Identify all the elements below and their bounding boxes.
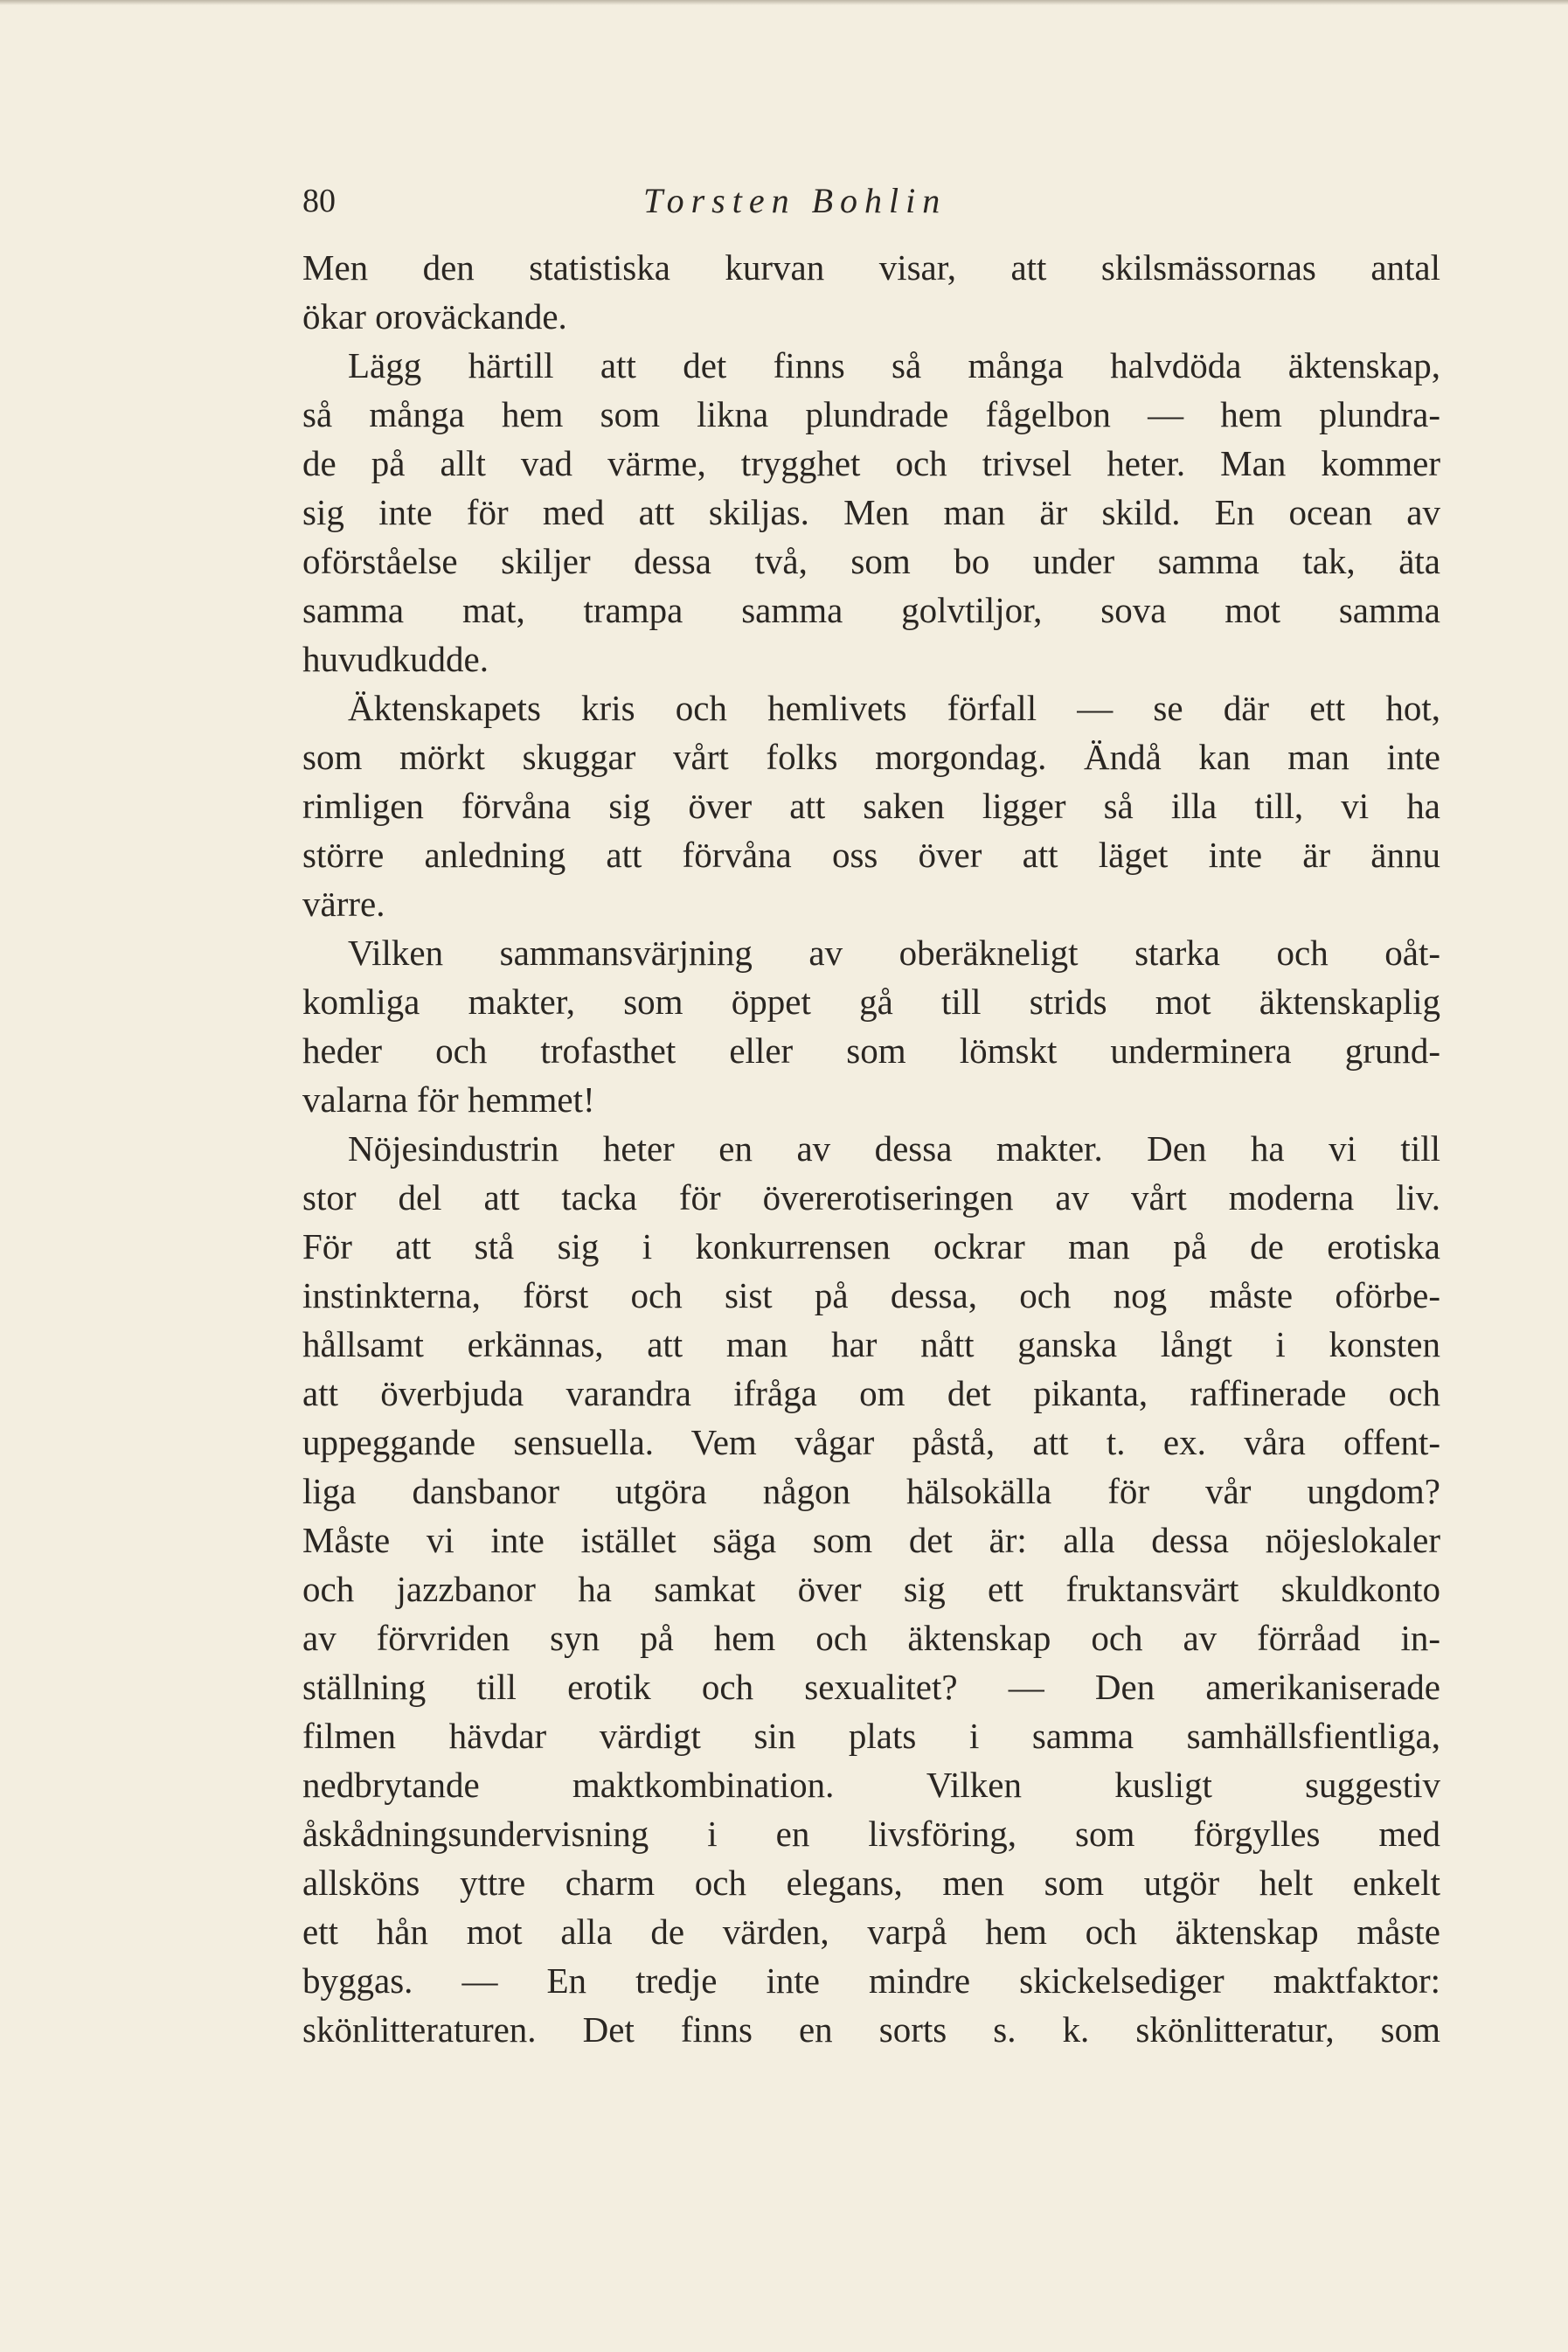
text-line: så många hem som likna plundrade fågelbon — hem plundra- <box>302 394 1440 434</box>
page-top-edge <box>0 0 1568 5</box>
text-line: ställning till erotik och sexualitet? — Den amerikaniserade <box>302 1667 1440 1707</box>
text-line: valarna för hemmet! <box>302 1079 595 1120</box>
text-line: stor del att tacka för övererotiseringen av vårt moderna liv. <box>302 1177 1440 1218</box>
text-line: ett hån mot alla de värden, varpå hem och äktenskap måste <box>302 1911 1440 1952</box>
text-line: liga dansbanor utgöra någon hälsokälla för vår ungdom? <box>302 1471 1440 1511</box>
text-line: skönlitteraturen. Det finns en sorts s. k. skönlitteratur, som <box>302 2009 1440 2050</box>
running-head-author: Torsten Bohlin <box>643 181 947 220</box>
text-line: större anledning att förvåna oss över att läget inte är ännu <box>302 835 1440 875</box>
text-line: huvudkudde. <box>302 639 489 679</box>
text-line: att överbjuda varandra ifråga om det pikanta, raffinerade och <box>302 1373 1440 1413</box>
text-line: Lägg härtill att det finns så många halvdöda äktenskap, <box>348 345 1440 385</box>
text-line: För att stå sig i konkurrensen ockrar man på de erotiska <box>302 1226 1440 1266</box>
text-line: sig inte för med att skiljas. Men man är skild. En ocean av <box>302 492 1440 532</box>
text-line: Äktenskapets kris och hemlivets förfall — se där ett hot, <box>348 688 1440 728</box>
text-line: filmen hävdar värdigt sin plats i samma samhällsfientliga, <box>302 1716 1440 1756</box>
text-line: Nöjesindustrin heter en av dessa makter. Den ha vi till <box>348 1128 1440 1169</box>
text-line: komliga makter, som öppet gå till strids mot äktenskaplig <box>302 982 1440 1022</box>
text-line: de på allt vad värme, trygghet och trivsel heter. Man kommer <box>302 443 1440 483</box>
text-line: nedbrytande maktkombination. Vilken kusligt suggestiv <box>302 1765 1440 1805</box>
text-line: och jazzbanor ha samkat över sig ett fruktansvärt skuldkonto <box>302 1569 1440 1609</box>
text-line: hållsamt erkännas, att man har nått ganska långt i konsten <box>302 1324 1440 1364</box>
text-line: som mörkt skuggar vårt folks morgondag. Ändå kan man inte <box>302 737 1440 777</box>
text-line: uppeggande sensuella. Vem vågar påstå, att t. ex. våra offent- <box>302 1422 1440 1462</box>
text-line: byggas. — En tredje inte mindre skickelsediger maktfaktor: <box>302 1960 1440 2001</box>
text-line: Men den statistiska kurvan visar, att skilsmässornas antal <box>302 247 1440 288</box>
text-line: samma mat, trampa samma golvtiljor, sova mot samma <box>302 590 1440 630</box>
text-line: ökar oroväckande. <box>302 296 567 336</box>
text-line: Vilken sammansvärjning av oberäkneligt starka och oåt- <box>348 933 1440 973</box>
text-line: oförståelse skiljer dessa två, som bo under samma tak, äta <box>302 541 1440 581</box>
text-line: av förvriden syn på hem och äktenskap och av förråad in- <box>302 1618 1440 1658</box>
text-line: heder och trofasthet eller som lömskt underminera grund- <box>302 1030 1440 1071</box>
text-line: värre. <box>302 884 385 924</box>
body-text <box>302 243 1440 2054</box>
text-line: Måste vi inte istället säga som det är: alla dessa nöjeslokaler <box>302 1520 1440 1560</box>
page-header <box>302 179 1439 232</box>
text-line: rimligen förvåna sig över att saken ligger så illa till, vi ha <box>302 786 1440 826</box>
page-number: 80 <box>302 183 336 219</box>
text-line: instinkterna, först och sist på dessa, och nog måste oförbe- <box>302 1275 1440 1315</box>
text-line: allsköns yttre charm och elegans, men som utgör helt enkelt <box>302 1863 1440 1903</box>
text-line: åskådningsundervisning i en livsföring, som förgylles med <box>302 1814 1440 1854</box>
